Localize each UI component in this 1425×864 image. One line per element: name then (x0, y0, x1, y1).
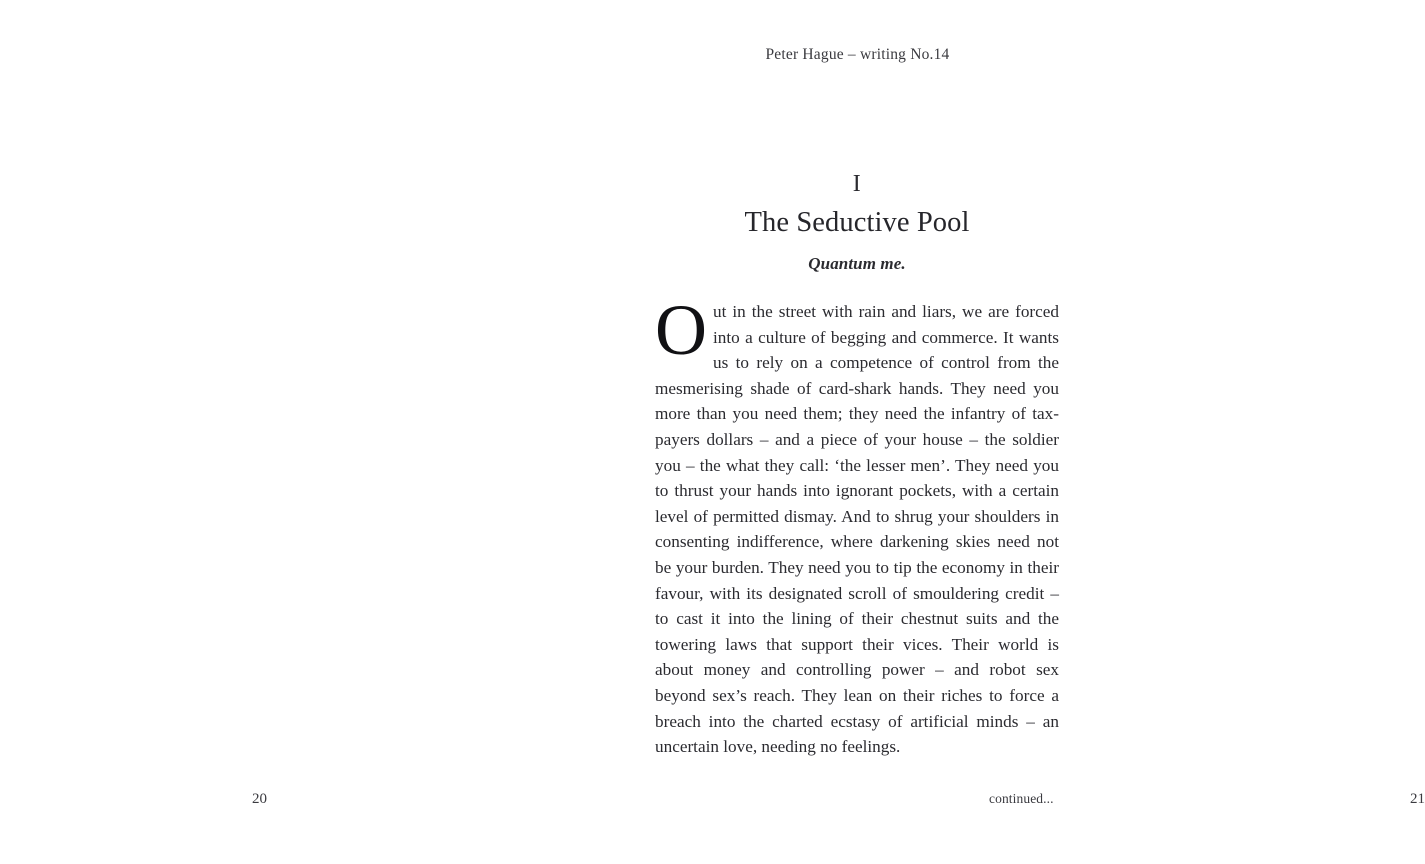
drop-cap: O (655, 290, 707, 370)
verso-page-number: 20 (252, 791, 267, 807)
chapter-number: I (852, 171, 862, 197)
body-paragraph: ut in the street with rain and liars, we are forced into a culture of begging and commerce. It wants us to rely on a competence of control from the mesmerising shade of card-shark hands. They need you more than you need them; they need the infantry of tax-payers dollars – and a piece of your house – the soldier you – the what they call: ‘the lesser men’. They need you to thrust your hands into ignorant pockets, with a certain level of permitted dismay. And to shrug your shoulders in consenting indifference, where darkening skies need not be your burden. They need you to tip the economy in their favour, with its designated scroll of smouldering credit – to cast it into the lining of their chestnut suits and the towering laws that support their vices. Their world is about money and controlling power – and robot sex beyond sex’s reach. They lean on their riches to force a breach into the charted ecstasy of artificial minds – an uncertain love, needing no feelings. (655, 302, 1059, 757)
chapter-epigraph: Quantum me. (808, 253, 906, 273)
running-head-text: Peter Hague – writing No.14 (765, 46, 950, 63)
chapter-heading (655, 172, 1059, 274)
verso-page (0, 0, 559, 864)
recto-page (559, 0, 1425, 864)
chapter-title: The Seductive Pool (744, 207, 970, 238)
body-text-column (655, 290, 1059, 760)
continued-label: continued... (989, 791, 1054, 806)
recto-page-number: 21 (1410, 791, 1425, 807)
